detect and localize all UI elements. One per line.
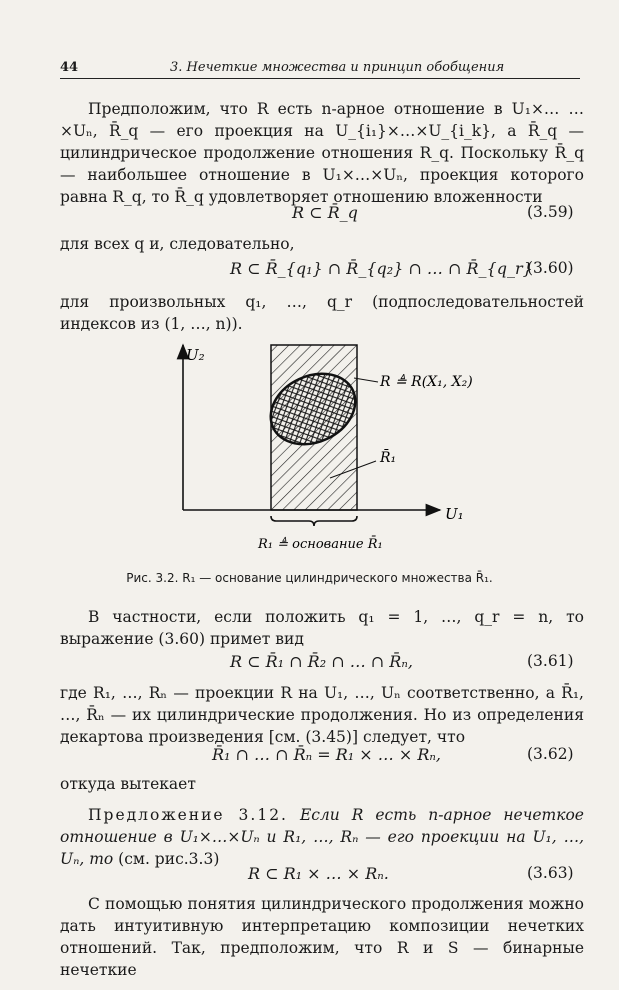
equation-3-59: R ⊂ R̄_q bbox=[292, 203, 358, 222]
equation-3-61: R ⊂ R̄₁ ∩ R̄₂ ∩ … ∩ R̄ₙ, bbox=[230, 652, 413, 671]
proposition-figure-ref: (см. рис.3.3) bbox=[118, 850, 220, 868]
ellipse-label: R ≜ R(X₁, X₂) bbox=[380, 374, 473, 390]
proposition-body: Если R есть n-арное нечеткое отношение в U₁×…×Uₙ и R₁, …, Rₙ — его проекции на U₁, …, Uₙ, то bbox=[60, 806, 584, 868]
paragraph-2: для всех q и, следовательно, bbox=[60, 235, 295, 253]
proposition-3-12 bbox=[60, 804, 584, 870]
y-axis-label: U₂ bbox=[186, 346, 205, 364]
x-axis-label: U₁ bbox=[445, 505, 464, 523]
equation-number-3-63: (3.63) bbox=[527, 864, 574, 882]
paragraph-7: С помощью понятия цилиндрического продолжения можно дать интуитивную интерпретацию композиции нечетких отношений. Так, предположим, что R и S — бинарные нечеткие bbox=[60, 895, 584, 979]
equation-3-62: R̄₁ ∩ … ∩ R̄ₙ = R₁ × … × Rₙ, bbox=[212, 745, 441, 764]
paragraph-3: для произвольных q₁, …, q_r (подпоследовательностей индексов из (1, …, n)). bbox=[60, 293, 584, 333]
proposition-title: Предложение 3.12. bbox=[88, 806, 288, 824]
figure-caption: Рис. 3.2. R₁ — основание цилиндрического множества R̄₁. bbox=[126, 571, 493, 585]
equation-3-60: R ⊂ R̄_{q₁} ∩ R̄_{q₂} ∩ … ∩ R̄_{q_r} bbox=[230, 259, 533, 278]
running-title: 3. Нечеткие множества и принцип обобщения bbox=[170, 60, 505, 75]
equation-3-63: R ⊂ R₁ × … × Rₙ. bbox=[248, 864, 389, 883]
paragraph-4: В частности, если положить q₁ = 1, …, q_r = n, то выражение (3.60) примет вид bbox=[60, 608, 584, 648]
cylinder-label: R̄₁ bbox=[380, 450, 397, 466]
equation-number-3-60: (3.60) bbox=[527, 259, 574, 277]
equation-number-3-61: (3.61) bbox=[527, 652, 574, 670]
brace-label: R₁ ≜ основание R̄₁ bbox=[258, 537, 383, 552]
paragraph-6: откуда вытекает bbox=[60, 775, 196, 793]
page-number: 44 bbox=[60, 60, 79, 75]
paragraph-5: где R₁, …, Rₙ — проекции R на U₁, …, Uₙ соответственно, а R̄₁, …, R̄ₙ — их цилиндрические продолжения. Но из определения декартова произведения [см. (3.45)] следует, что bbox=[60, 684, 584, 746]
paragraph-1: Предположим, что R есть n-арное отношение в U₁×… …×Uₙ, R̄_q — его проекция на U_{i₁}×…×U_{i_k}, а R̄_q — цилиндрическое продолжение отношения R_q. Поскольку R̄_q — наибольшее отношение в U₁×…×Uₙ, проекция которого равна R_q, то R̄_q удовлетворяет отношению вложенности bbox=[60, 100, 584, 206]
base-brace bbox=[271, 516, 357, 526]
equation-number-3-62: (3.62) bbox=[527, 745, 574, 763]
equation-number-3-59: (3.59) bbox=[527, 203, 574, 221]
